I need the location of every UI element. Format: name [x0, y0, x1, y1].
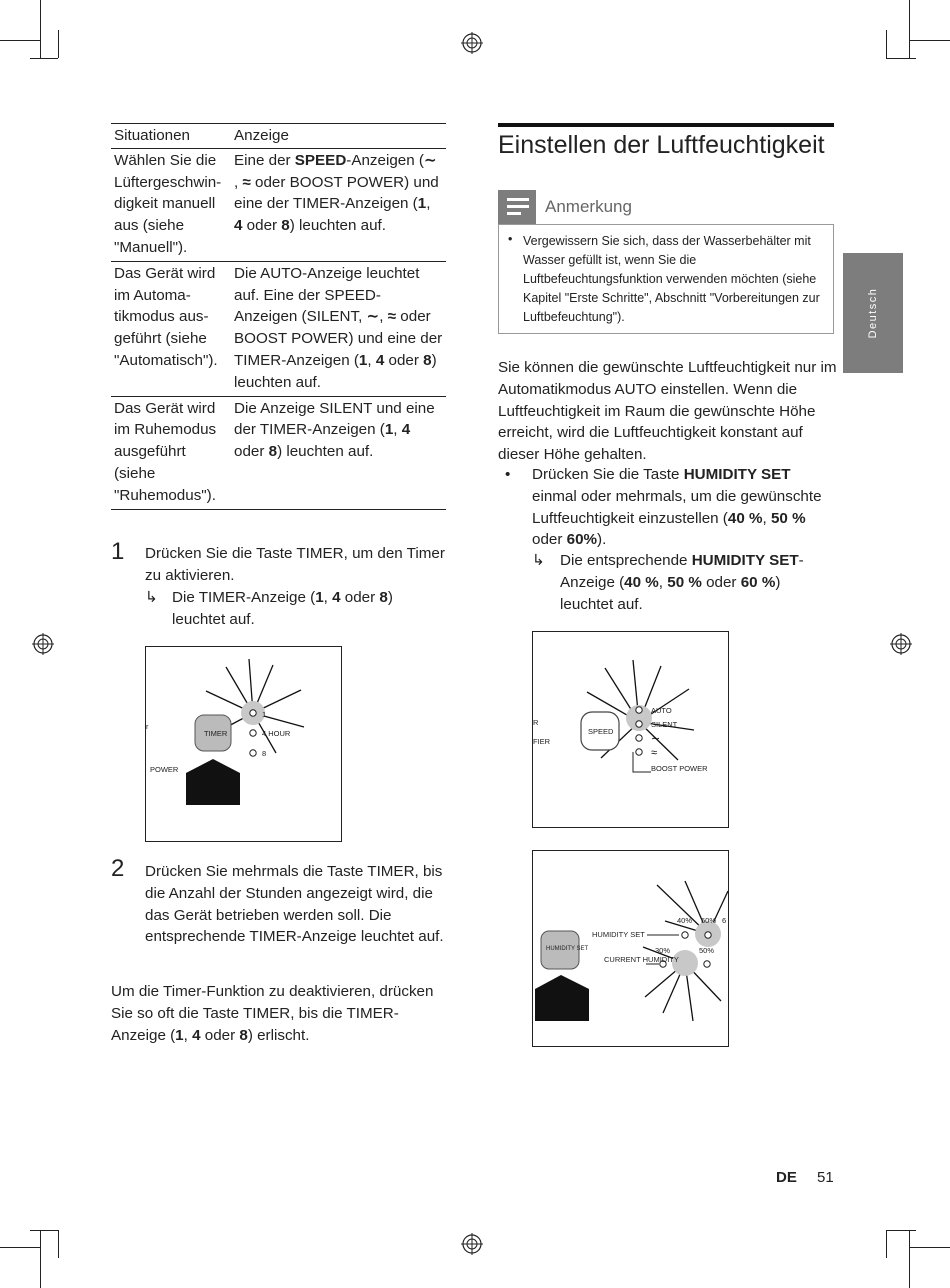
note-bullet: •	[508, 232, 513, 246]
text-segment: oder BOOST POWER) und eine der TIMER-Anzeigen (	[234, 308, 443, 369]
text-segment: 8	[423, 351, 432, 369]
language-tab	[843, 253, 903, 373]
text-segment: ∼	[423, 151, 437, 169]
text-segment: oder	[242, 217, 282, 235]
section-title: Einstellen der Luftfeuchtigkeit	[498, 131, 825, 159]
text-segment: oder BOOST POWER) und eine der TIMER-Anzeigen (	[234, 173, 439, 213]
silent-label: SILENT	[651, 720, 678, 729]
figure-edge-text: POWER	[150, 765, 179, 774]
step-text: Drücken Sie mehrmals die Taste TIMER, bis die Anzahl der Stunden angezeigt wird, die das Gerät betrieben werden soll. Die entsprechende TIMER-Anzeige leuchtet auf.	[145, 863, 444, 946]
crop-mark	[909, 1230, 910, 1288]
registration-mark-icon	[461, 32, 483, 54]
crop-mark	[40, 0, 41, 58]
text-segment: 8	[281, 217, 290, 235]
text-segment: Die Anzeige SILENT und eine der TIMER-Anzeigen (	[234, 399, 435, 439]
result-arrow-icon: ↳	[532, 552, 545, 569]
crop-mark	[30, 58, 58, 59]
current-50-label: 50%	[699, 946, 715, 955]
crop-mark	[886, 1230, 887, 1258]
timer-figure	[145, 646, 342, 842]
speed-high-icon: ≈	[651, 747, 658, 759]
current-humidity-label: CURRENT HUMIDITY	[604, 955, 679, 964]
crop-mark	[0, 40, 40, 41]
crop-mark	[30, 1230, 58, 1231]
humidity-set-label: HUMIDITY SET	[592, 930, 645, 939]
note-icon	[498, 190, 536, 224]
humidity-figure	[532, 850, 729, 1047]
crop-mark	[40, 1230, 41, 1288]
text-segment: Die AUTO-Anzeige leuchtet auf. Eine der SPEED-Anzeigen (SILENT,	[234, 264, 420, 326]
text-segment: Eine der	[234, 151, 295, 169]
timer-label-1: 1	[262, 710, 267, 719]
text-segment: ) leuchten auf.	[289, 217, 386, 235]
status-table	[111, 123, 446, 510]
text-segment: ,	[367, 351, 376, 369]
table-row	[111, 148, 446, 261]
text-segment: 4	[401, 421, 411, 439]
speed-figure	[532, 631, 729, 828]
speed-button-label: SPEED	[588, 727, 614, 736]
crop-mark	[886, 1230, 916, 1231]
crop-mark	[0, 1247, 40, 1248]
registration-mark-icon	[461, 1233, 483, 1255]
crop-mark	[909, 0, 910, 58]
humidity-set-button-label: HUMIDITY SET	[546, 946, 589, 952]
text-segment: ,	[393, 421, 402, 439]
language-tab-label: Deutsch	[867, 287, 879, 339]
timer-off-paragraph: Um die Timer-Funktion zu deaktivieren, drücken Sie so oft die Taste TIMER, bis die TIMER-Anzeige (1, 4 oder 8) erlischt.	[111, 983, 434, 1044]
table-row	[111, 396, 446, 509]
table-header: Anzeige	[231, 124, 446, 149]
intro-paragraph: Sie können die gewünschte Luftfeuchtigkeit nur im Automatikmodus AUTO einstellen. Wenn die Luftfeuchtigkeit im Raum die gewünschte Höhe erreicht, wird die Luftfeuchtigkeit konstant auf dieser Höhe gehalten.	[498, 359, 837, 464]
text-segment: 1	[417, 195, 427, 213]
table-row	[111, 261, 446, 396]
crop-mark	[910, 40, 950, 41]
press-arrow-icon	[186, 759, 240, 805]
text-segment: 4	[375, 351, 385, 369]
crop-mark	[910, 1247, 950, 1248]
text-segment: 4	[234, 217, 243, 235]
table-cell-display	[231, 148, 446, 261]
title-rule	[498, 123, 834, 127]
humidity-40-label: 40%	[677, 916, 693, 925]
timer-hour-label: 4 HOUR	[262, 729, 291, 738]
step-number: 1	[111, 538, 125, 565]
crop-mark	[58, 30, 59, 58]
text-segment: ) leuchten auf.	[277, 443, 374, 461]
page-number: 51	[817, 1169, 834, 1186]
text-segment: ≈	[387, 308, 397, 326]
note-text: Vergewissern Sie sich, dass der Wasserbehälter mit Wasser gefüllt ist, wenn Sie die Luftbefeuchtungsfunktion verwenden möchten (siehe Kapitel "Erste Schritte", Abschnitt "Vorbereitungen zur Luftbefeuchtung").	[523, 234, 820, 324]
text-segment: ) leuchten auf.	[234, 351, 437, 391]
humidity-30-label: 30%	[655, 946, 671, 955]
timer-label-8: 8	[262, 749, 267, 758]
text-segment: ,	[379, 308, 388, 326]
crop-mark	[58, 1230, 59, 1258]
humidity-50-label: 50%	[701, 916, 717, 925]
text-segment: -Anzeigen (	[346, 151, 424, 169]
table-cell-situation: Wählen Sie die Lüftergeschwin-digkeit manuell aus (siehe "Manuell").	[111, 148, 231, 261]
text-segment: ,	[234, 173, 243, 191]
footer-language: DE	[776, 1169, 797, 1186]
timer-button-label: TIMER	[204, 729, 228, 738]
note-label: Anmerkung	[545, 197, 632, 216]
table-cell-situation: Das Gerät wird im Automa-tikmodus aus-geführt (siehe "Automatisch").	[111, 261, 231, 396]
text-segment: ≈	[242, 173, 251, 191]
auto-label: AUTO	[651, 706, 672, 715]
result-arrow-icon: ↳	[145, 589, 158, 606]
text-segment: oder	[384, 351, 424, 369]
table-cell-display	[231, 396, 446, 509]
step-text: Drücken Sie die Taste TIMER, um den Timer zu aktivieren.	[145, 545, 445, 584]
text-segment: oder	[234, 443, 269, 461]
table-cell-situation: Das Gerät wird im Ruhemodus ausgeführt (siehe "Ruhemodus").	[111, 396, 231, 509]
crop-mark	[886, 30, 887, 58]
figure-edge-text: FIER	[533, 737, 551, 746]
table-header: Situationen	[111, 124, 231, 149]
figure-edge-text: R	[533, 718, 539, 727]
table-cell-display	[231, 261, 446, 396]
registration-mark-icon	[32, 633, 54, 655]
text-segment: SPEED	[294, 151, 347, 169]
text-segment: ,	[426, 195, 431, 213]
bullet-result: Die entsprechende HUMIDITY SET-Anzeige (40 %, 50 % oder 60 %) leuchtet auf.	[560, 552, 804, 613]
bullet-text: Drücken Sie die Taste HUMIDITY SET einmal oder mehrmals, um die gewünschte Luftfeuchtigkeit einzustellen (40 %, 50 % oder 60%).	[532, 466, 822, 549]
text-segment: 1	[384, 421, 394, 439]
text-segment: 8	[268, 443, 278, 461]
text-segment: 1	[358, 351, 368, 369]
boost-label: BOOST POWER	[651, 764, 708, 773]
figure-edge-text: r	[146, 722, 149, 731]
step-number: 2	[111, 855, 125, 882]
crop-mark	[886, 58, 916, 59]
step-result: Die TIMER-Anzeige (1, 4 oder 8) leuchtet auf.	[172, 589, 393, 628]
table-header-row	[111, 124, 446, 149]
press-arrow-icon	[535, 975, 589, 1021]
list-bullet: •	[505, 466, 511, 483]
text-segment: ∼	[366, 308, 380, 326]
speed-low-icon: ∼	[651, 733, 661, 745]
registration-mark-icon	[890, 633, 912, 655]
humidity-6-label: 6	[722, 916, 727, 925]
